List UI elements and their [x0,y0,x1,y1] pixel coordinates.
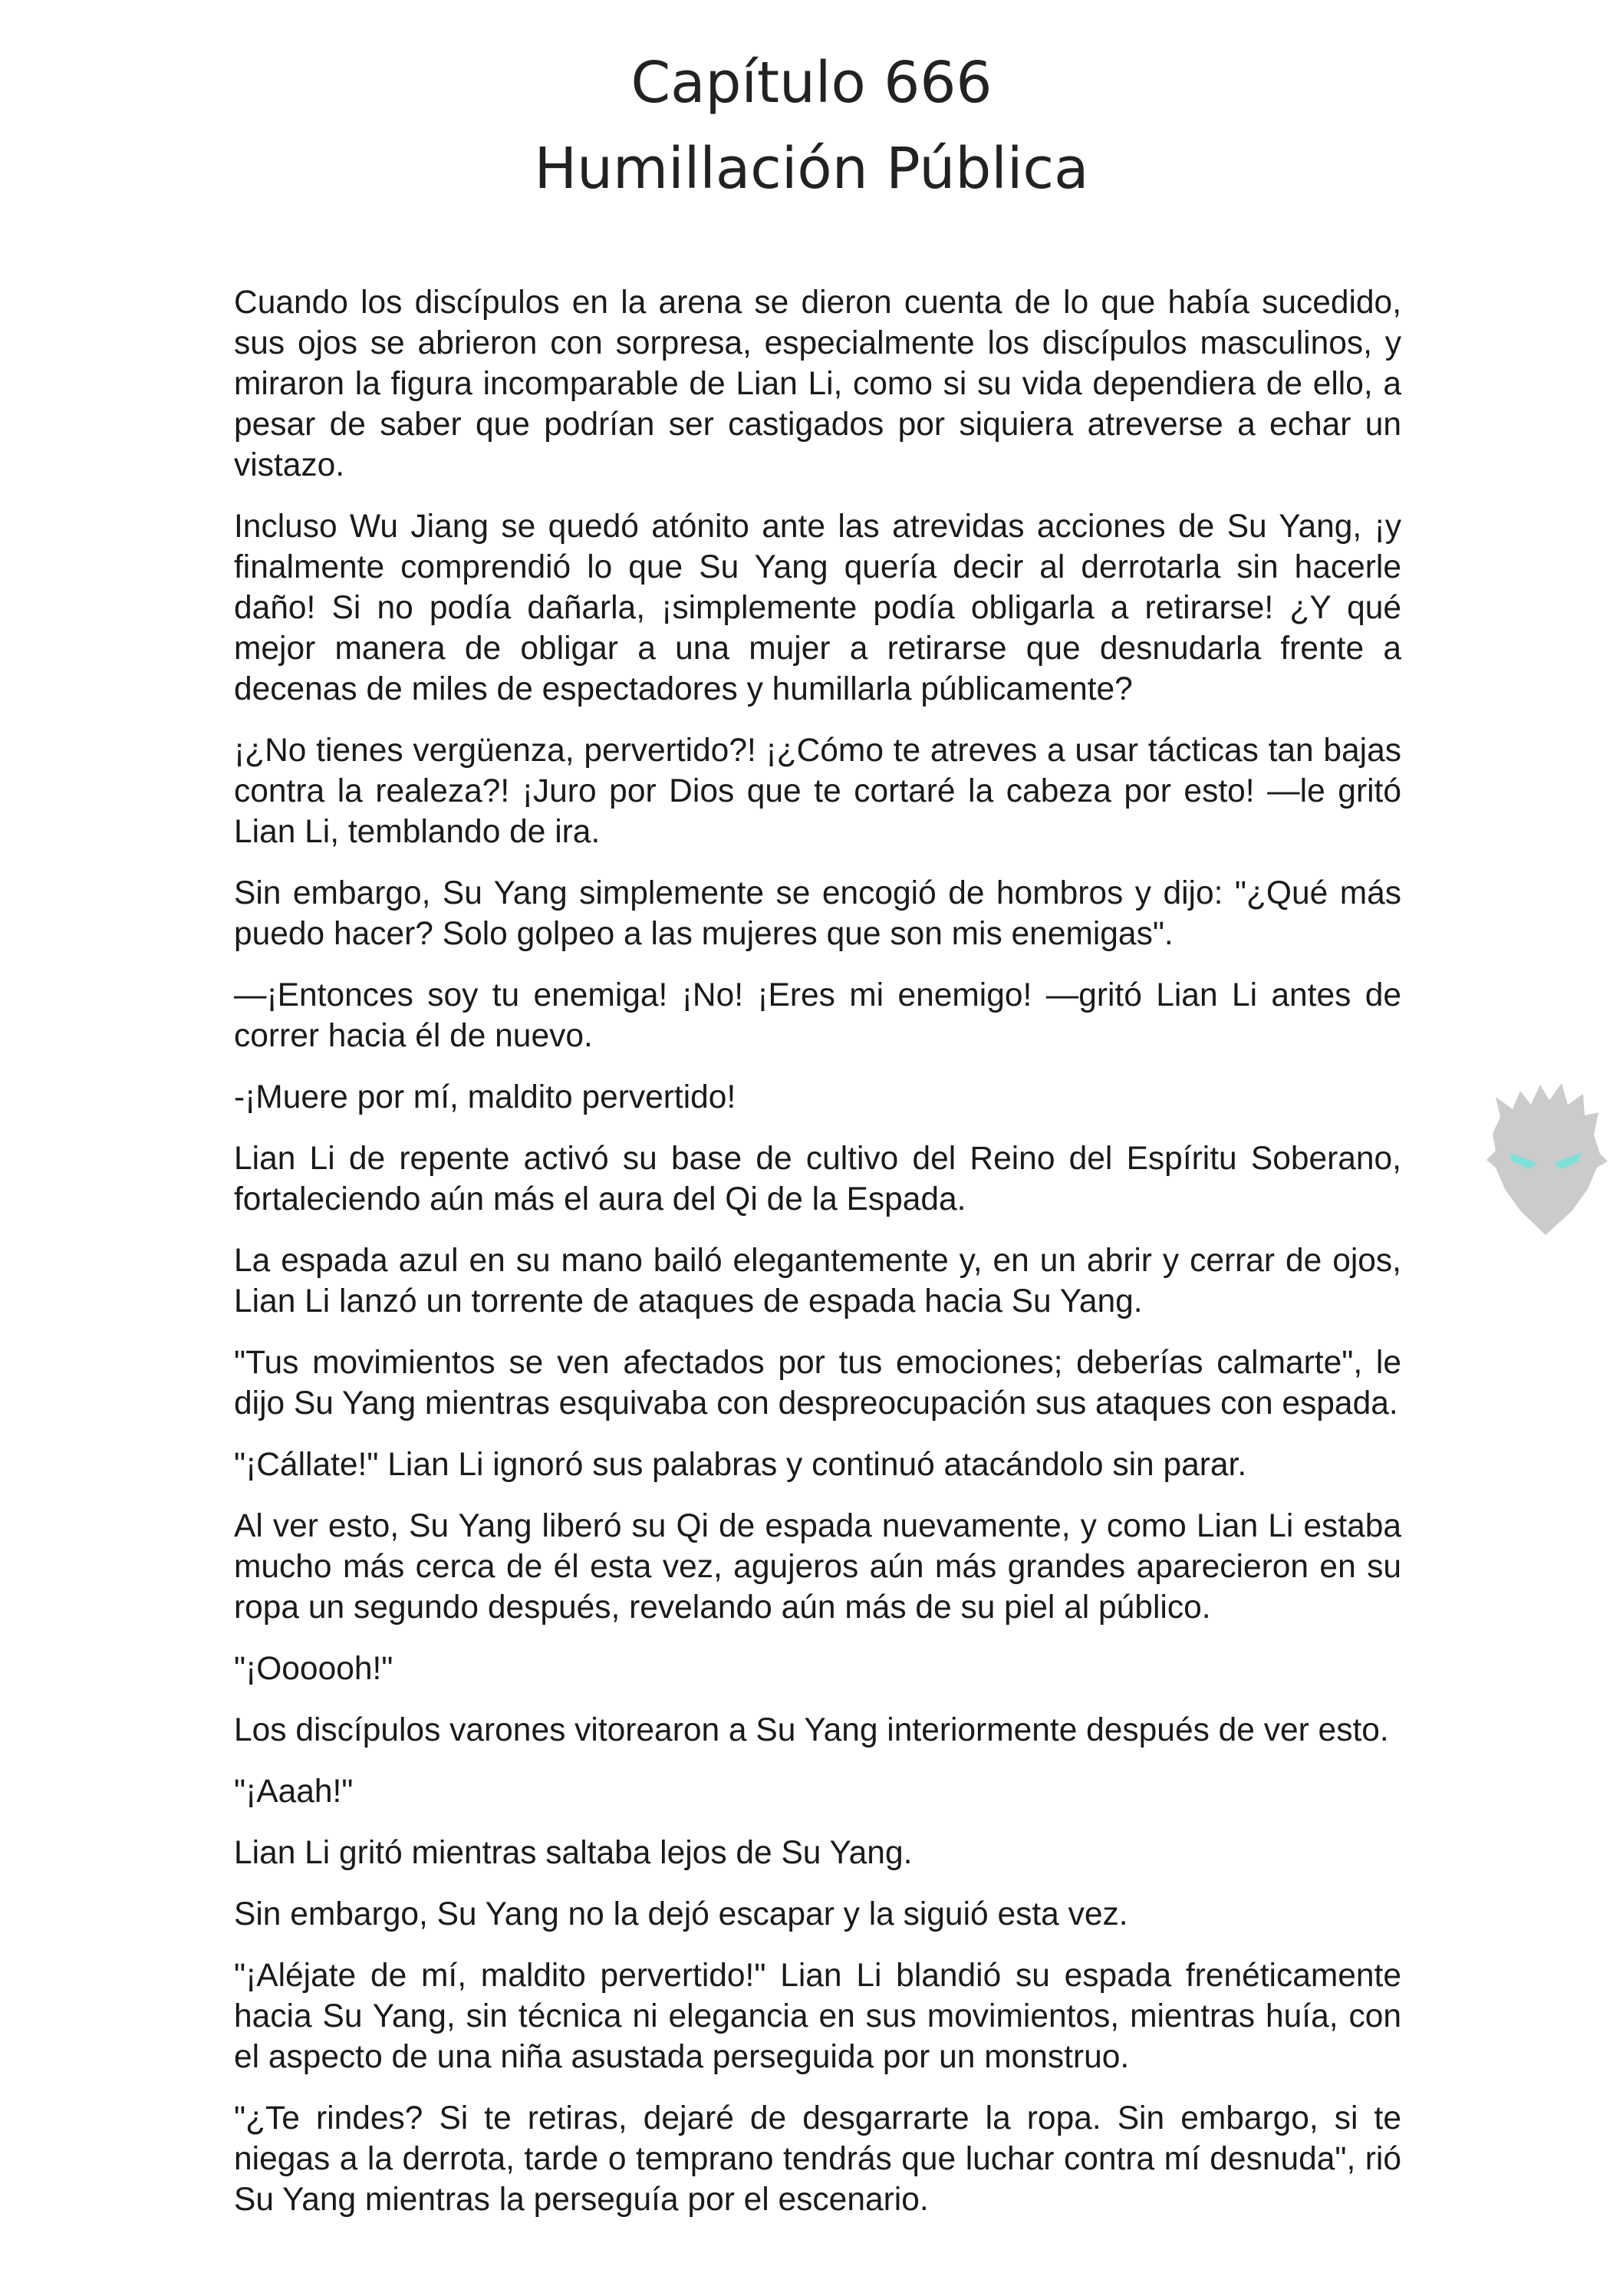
paragraph: Sin embargo, Su Yang simplemente se encogió de hombros y dijo: "¿Qué más puedo hacer? Solo golpeo a las mujeres que son mis enemigas". [234,875,1401,952]
paragraph: "¡Oooooh!" [234,1651,393,1687]
chapter-header [0,40,1623,212]
paragraph: Al ver esto, Su Yang liberó su Qi de espada nuevamente, y como Lian Li estaba mucho más cerca de él esta vez, agujeros aún más grandes aparecieron en su ropa un segundo después, revelando aún más de su piel al público. [234,1508,1401,1626]
chapter-body [234,282,1401,2241]
paragraph: "Tus movimientos se ven afectados por tus emociones; deberías calmarte", le dijo Su Yang mientras esquivaba con despreocupación sus ataques con espada. [234,1345,1401,1421]
chapter-title: Humillación Pública [534,136,1089,202]
paragraph: Lian Li gritó mientras saltaba lejos de Su Yang. [234,1835,913,1871]
paragraph: La espada azul en su mano bailó elegantemente y, en un abrir y cerrar de ojos, Lian Li lanzó un torrente de ataques de espada hacia Su Yang. [234,1243,1401,1319]
paragraph: —¡Entonces soy tu enemiga! ¡No! ¡Eres mi enemigo! —gritó Lian Li antes de correr hacia él de nuevo. [234,977,1401,1054]
demon-head-svg [1473,1074,1618,1243]
paragraph: "¡Aaah!" [234,1774,354,1810]
paragraph: ¡¿No tienes vergüenza, pervertido?! ¡¿Cómo te atreves a usar tácticas tan bajas contra la realeza?! ¡Juro por Dios que te cortaré la cabeza por esto! —le gritó Lian Li, temblando de ira. [234,733,1401,850]
paragraph: -¡Muere por mí, maldito pervertido! [234,1079,736,1115]
paragraph: Sin embargo, Su Yang no la dejó escapar y la siguió esta vez. [234,1896,1128,1932]
paragraph: "¿Te rindes? Si te retiras, dejaré de desgarrarte la ropa. Sin embargo, si te niegas a la derrota, tarde o temprano tendrás que luchar contra mí desnuda", rió Su Yang mientras la perseguía por el escenario. [234,2100,1401,2218]
paragraph: Incluso Wu Jiang se quedó atónito ante las atrevidas acciones de Su Yang, ¡y finalmente comprendió lo que Su Yang quería decir al derrotarla sin hacerle daño! Si no podía dañarla, ¡simplemente podía obligarla a retirarse! ¿Y qué mejor manera de obligar a una mujer a retirarse que desnudarla frente a decenas de miles de espectadores y humillarla públicamente? [234,509,1401,707]
paragraph: Cuando los discípulos en la arena se dieron cuenta de lo que había sucedido, sus ojos se abrieron con sorpresa, especialmente los discípulos masculinos, y miraron la figura incomparable de Lian Li, como si su vida dependiera de ello, a pesar de saber que podrían ser castigados por siquiera atreverse a echar un vistazo. [234,285,1401,483]
demon-head-icon [1473,1074,1618,1243]
paragraph: "¡Cállate!" Lian Li ignoró sus palabras y continuó atacándolo sin parar. [234,1447,1247,1483]
paragraph: "¡Aléjate de mí, maldito pervertido!" Lian Li blandió su espada frenéticamente hacia Su Yang, sin técnica ni elegancia en sus movimientos, mientras huía, con el aspecto de una niña asustada perseguida por un monstruo. [234,1958,1401,2075]
paragraph: Los discípulos varones vitorearon a Su Yang interiormente después de ver esto. [234,1712,1389,1748]
paragraph: Lian Li de repente activó su base de cultivo del Reino del Espíritu Soberano, fortaleciendo aún más el aura del Qi de la Espada. [234,1141,1401,1217]
chapter-number: Capítulo 666 [630,50,993,116]
